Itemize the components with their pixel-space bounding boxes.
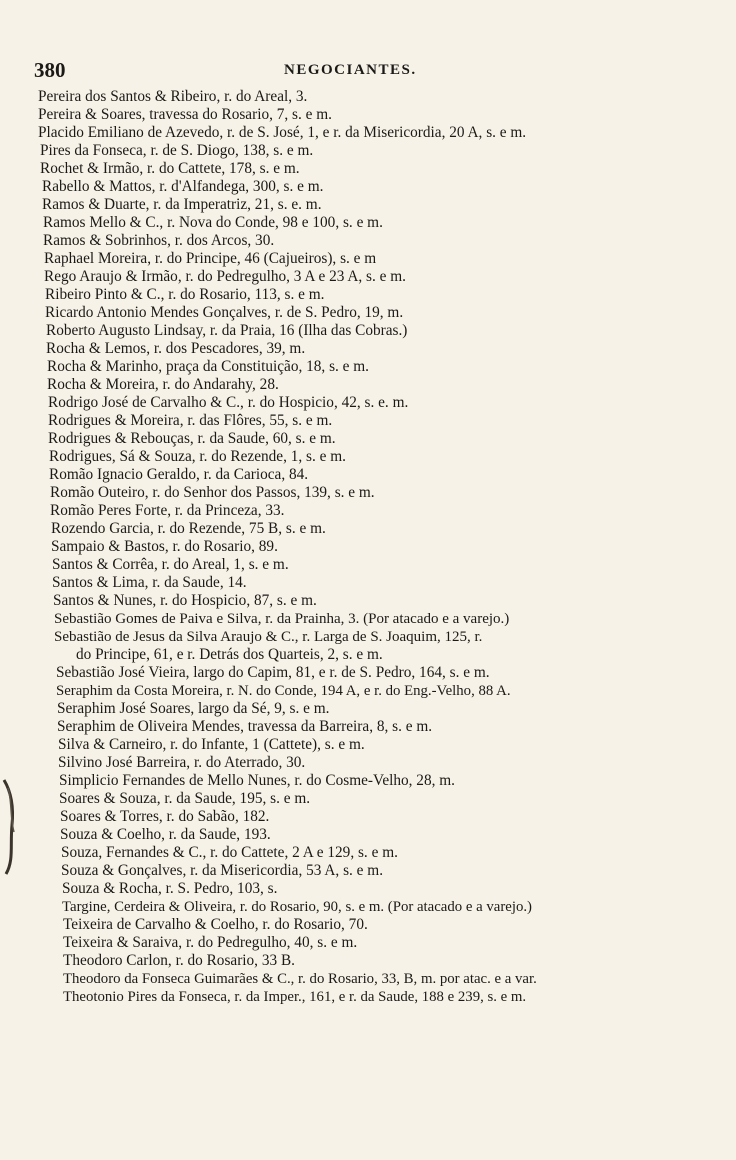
list-item: Sebastião de Jesus da Silva Araujo & C., r. Larga de S. Joaquim, 125, r. (54, 629, 483, 645)
list-item: Teixeira & Saraiva, r. do Pedregulho, 40, s. e m. (63, 934, 358, 951)
list-item: Rodrigues & Moreira, r. das Flôres, 55, s. e m. (48, 412, 333, 429)
list-item: Ramos Mello & C., r. Nova do Conde, 98 e 100, s. e m. (43, 214, 383, 231)
list-item: Raphael Moreira, r. do Principe, 46 (Cajueiros), s. e m (44, 250, 377, 267)
list-item: Souza & Gonçalves, r. da Misericordia, 53 A, s. e m. (61, 862, 384, 879)
list-item: Santos & Lima, r. da Saude, 14. (52, 574, 247, 591)
list-item: Seraphim José Soares, largo da Sé, 9, s. e m. (57, 700, 330, 717)
list-item: Romão Outeiro, r. do Senhor dos Passos, 139, s. e m. (50, 484, 375, 501)
list-item: Ramos & Duarte, r. da Imperatriz, 21, s. e. m. (42, 196, 322, 213)
list-item: Targine, Cerdeira & Oliveira, r. do Rosario, 90, s. e m. (Por atacado e a varejo.) (62, 899, 532, 915)
binding-margin-mark (0, 770, 20, 880)
list-item: Santos & Corrêa, r. do Areal, 1, s. e m. (52, 556, 289, 573)
page-header (34, 58, 674, 84)
list-item: Sampaio & Bastos, r. do Rosario, 89. (51, 538, 278, 555)
list-item: Theodoro da Fonseca Guimarães & C., r. do Rosario, 33, B, m. por atac. e a var. (63, 971, 537, 987)
list-item: Sebastião Gomes de Paiva e Silva, r. da Prainha, 3. (Por atacado e a varejo.) (54, 611, 510, 627)
list-item: Rocha & Moreira, r. do Andarahy, 28. (47, 376, 279, 393)
list-item: Rocha & Marinho, praça da Constituição, 18, s. e m. (47, 358, 370, 375)
list-item: Santos & Nunes, r. do Hospicio, 87, s. e m. (53, 592, 317, 609)
list-item: Souza, Fernandes & C., r. do Cattete, 2 A e 129, s. e m. (61, 844, 398, 861)
list-item: Theodoro Carlon, r. do Rosario, 33 B. (63, 952, 295, 969)
list-item: Romão Peres Forte, r. da Princeza, 33. (50, 502, 285, 519)
list-item: Souza & Rocha, r. S. Pedro, 103, s. (62, 880, 278, 897)
list-item: Rabello & Mattos, r. d'Alfandega, 300, s. e m. (42, 178, 324, 195)
list-item: Seraphim de Oliveira Mendes, travessa da Barreira, 8, s. e m. (57, 718, 433, 735)
list-item: Silvino José Barreira, r. do Aterrado, 30. (58, 754, 306, 771)
list-item: Seraphim da Costa Moreira, r. N. do Conde, 194 A, e r. do Eng.-Velho, 88 A. (56, 683, 511, 699)
list-item: Rozendo Garcia, r. do Rezende, 75 B, s. e m. (51, 520, 326, 537)
list-item: Rego Araujo & Irmão, r. do Pedregulho, 3 A e 23 A, s. e m. (44, 268, 406, 285)
list-item: Rodrigues, Sá & Souza, r. do Rezende, 1, s. e m. (49, 448, 346, 465)
list-item: Pires da Fonseca, r. de S. Diogo, 138, s. e m. (40, 142, 314, 159)
list-item: Ramos & Sobrinhos, r. dos Arcos, 30. (43, 232, 275, 249)
list-item: Ricardo Antonio Mendes Gonçalves, r. de S. Pedro, 19, m. (45, 304, 404, 321)
list-item: Theotonio Pires da Fonseca, r. da Imper., 161, e r. da Saude, 188 e 239, s. e m. (63, 989, 527, 1005)
list-item: Soares & Torres, r. do Sabão, 182. (60, 808, 270, 825)
list-item: Placido Emiliano de Azevedo, r. de S. José, 1, e r. da Misericordia, 20 A, s. e m. (38, 124, 527, 141)
list-item: Rocha & Lemos, r. dos Pescadores, 39, m. (46, 340, 306, 357)
list-item: Souza & Coelho, r. da Saude, 193. (60, 826, 271, 843)
list-item-continuation: do Principe, 61, e r. Detrás dos Quarteis, 2, s. e m. (76, 646, 383, 663)
list-item: Simplicio Fernandes de Mello Nunes, r. do Cosme-Velho, 28, m. (59, 772, 455, 789)
page-number: 380 (34, 58, 66, 82)
list-item: Roberto Augusto Lindsay, r. da Praia, 16 (Ilha das Cobras.) (46, 322, 408, 339)
list-item: Romão Ignacio Geraldo, r. da Carioca, 84. (49, 466, 309, 483)
list-item: Sebastião José Vieira, largo do Capim, 81, e r. de S. Pedro, 164, s. e m. (56, 664, 490, 681)
list-item: Rochet & Irmão, r. do Cattete, 178, s. e m. (40, 160, 300, 177)
list-item: Ribeiro Pinto & C., r. do Rosario, 113, s. e m. (45, 286, 325, 303)
running-head: NEGOCIANTES. (284, 62, 417, 78)
list-item: Rodrigues & Rebouças, r. da Saude, 60, s. e m. (48, 430, 336, 447)
list-item: Soares & Souza, r. da Saude, 195, s. e m. (59, 790, 311, 807)
list-item: Teixeira de Carvalho & Coelho, r. do Rosario, 70. (63, 916, 368, 933)
list-item: Rodrigo José de Carvalho & C., r. do Hospicio, 42, s. e. m. (48, 394, 409, 411)
list-item: Pereira dos Santos & Ribeiro, r. do Areal, 3. (38, 88, 308, 105)
list-item: Pereira & Soares, travessa do Rosario, 7, s. e m. (38, 106, 332, 123)
list-item: Silva & Carneiro, r. do Infante, 1 (Cattete), s. e m. (58, 736, 365, 753)
